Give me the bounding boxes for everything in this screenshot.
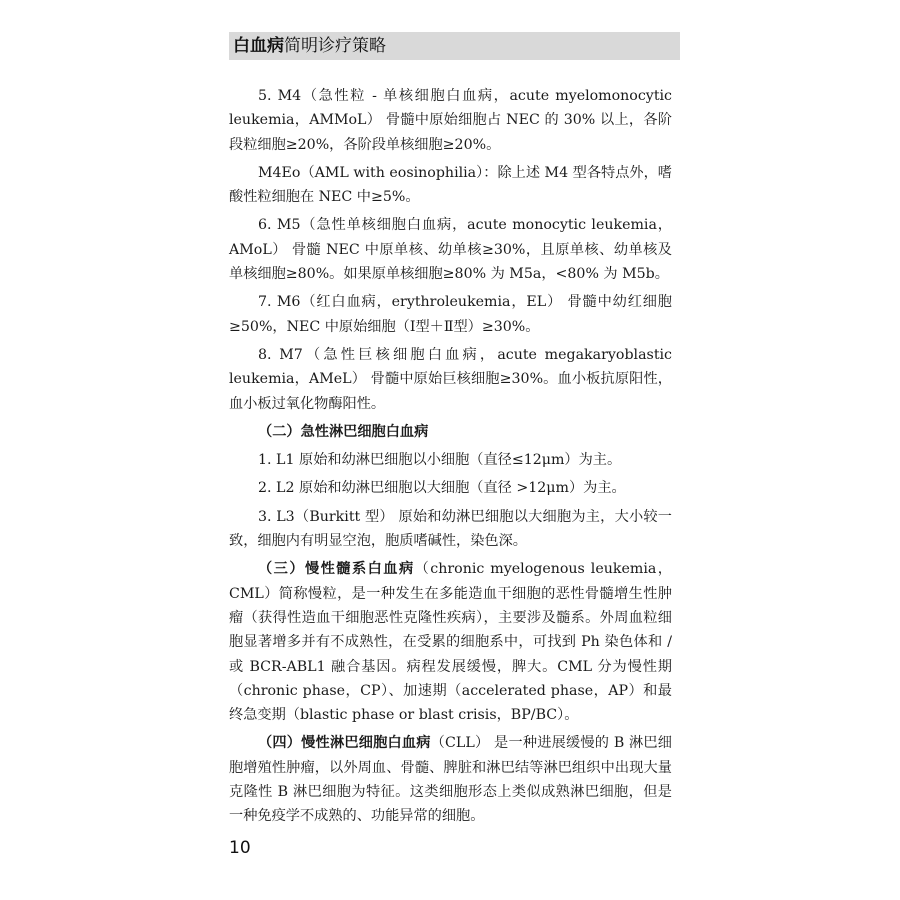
running-header [229,32,680,60]
paragraph-m7: 8. M7（急性巨核细胞白血病，acute megakaryoblastic leukemia，AMeL） 骨髓中原始巨核细胞≥30%。血小板抗原阳性，血小板过氧化物酶阳性。 [229,346,672,412]
paragraph-m6: 7. M6（红白血病，erythroleukemia，EL） 骨髓中幼红细胞≥50%，NEC 中原始细胞（Ⅰ型＋Ⅱ型）≥30%。 [229,294,672,335]
section-heading-cml: （三）慢性髓系白血病 [258,561,415,578]
section-heading-all-text: （二）急性淋巴细胞白血病 [258,423,429,440]
paragraph-cml [229,557,672,727]
paragraph-cml-text: （chronic myelogenous leukemia，CML）简称慢粒，是一种发生在多能造血干细胞的恶性骨髓增生性肿瘤（获得性造血干细胞恶性克隆性疾病），主要涉及髓系。外周血粒细胞显著增多并有不成熟性，在受累的细胞系中，可找到 Ph 染色体和 / 或 BCR-ABL1 融合基因。病程发展缓慢，脾大。CML 分为慢性期（chronic phase，CP）、加速期（accelerated phase，AP）和最终急变期（blastic phase or blast crisis，BP/BC）。 [229,561,672,724]
paragraph-m5: 6. M5（急性单核细胞白血病，acute monocytic leukemia，AMoL） 骨髓 NEC 中原单核、幼单核≥30%，且原单核、幼单核及单核细胞≥80%。如果原单核细胞≥80% 为 M5a，<80% 为 M5b。 [229,217,672,283]
section-heading-cll: （四）慢性淋巴细胞白血病 [258,735,431,752]
paragraph-l1: 1. L1 原始和幼淋巴细胞以小细胞（直径≤12μm）为主。 [258,452,622,469]
page-body [229,84,672,829]
paragraph-m4eo: M4Eo（AML with eosinophilia）：除上述 M4 型各特点外，嗜酸性粒细胞在 NEC 中≥5%。 [229,164,672,206]
page-number: 10 [229,838,251,858]
book-title-sub: 简明诊疗策略 [284,36,386,56]
book-title-main: 白血病 [233,36,284,56]
section-heading-all [229,420,672,444]
paragraph-l3: 3. L3（Burkitt 型） 原始和幼淋巴细胞以大细胞为主，大小较一致，细胞内有明显空泡，胞质嗜碱性，染色深。 [229,508,672,550]
paragraph-cll-text: （CLL） 是一种进展缓慢的 B 淋巴细胞增殖性肿瘤，以外周血、骨髓、脾脏和淋巴结等淋巴组织中出现大量克隆性 B 淋巴细胞为特征。这类细胞形态上类似成熟淋巴细胞，但是一种免疫学不成熟的、功能异常的细胞。 [229,735,672,825]
paragraph-m4: 5. M4（急性粒 - 单核细胞白血病，acute myelomonocytic leukemia，AMMoL） 骨髓中原始细胞占 NEC 的 30% 以上，各阶段粒细胞≥20%，各阶段单核细胞≥20%。 [229,88,672,153]
paragraph-cll [229,731,672,828]
book-title [233,35,386,57]
paragraph-l2: 2. L2 原始和幼淋巴细胞以大细胞（直径 >12μm）为主。 [258,480,626,497]
